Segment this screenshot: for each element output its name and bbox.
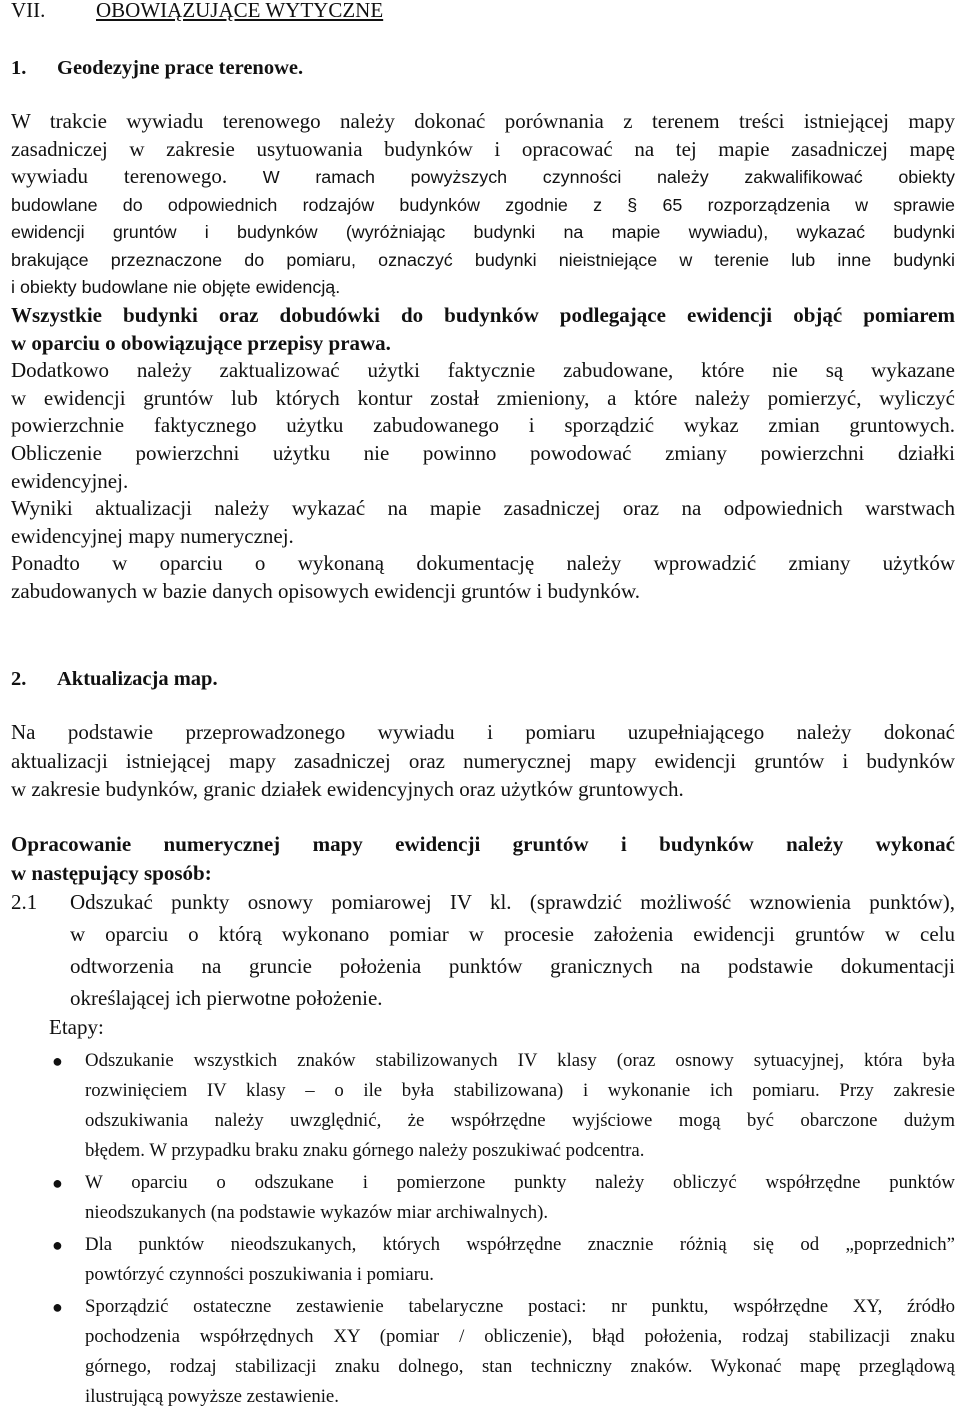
text-line: powtórzyć czynności poszukiwania i pomiaru. bbox=[85, 1264, 434, 1285]
text-line: powierzchnie faktycznego użytku zabudowanego i sporządzić wykaz zmian gruntowych. bbox=[11, 413, 955, 438]
bullet-icon: ● bbox=[52, 1173, 63, 1193]
text-line: brakujące przeznaczone do pomiaru, oznaczyć budynki nieistniejące w terenie lub inne budynki bbox=[11, 249, 955, 270]
text-line: określającej ich pierwotne położenie. bbox=[70, 986, 383, 1010]
text-line: w ewidencji gruntów lub których kontur został zmieniony, a które należy pomierzyć, wyliczyć bbox=[11, 385, 955, 410]
text-line: zasadniczej w zakresie usytuowania budynków i opracować na tej mapie zasadniczej mapę bbox=[11, 136, 955, 161]
text-line: Ponadto w oparciu o wykonaną dokumentację należy wprowadzić zmiany użytków bbox=[11, 551, 955, 576]
section-title: OBOWIĄZUJĄCE WYTYCZNE bbox=[96, 0, 384, 22]
text-line: Odszukanie wszystkich znaków stabilizowanych IV klasy (oraz osnowy sytuacyjnej, która była bbox=[85, 1050, 955, 1071]
text-run-sans: W ramach powyższych czynności należy zakwalifikować obiekty bbox=[227, 167, 955, 188]
item-number: 2.1 bbox=[11, 890, 38, 914]
list-item bbox=[11, 1292, 955, 1412]
text-line: w następujący sposób: bbox=[11, 861, 212, 885]
text-line: w oparciu o którą wykonano pomiar w procesie założenia ewidencji gruntów w celu bbox=[70, 922, 955, 946]
text-line: aktualizacji istniejącej mapy zasadniczej oraz numerycznej mapy ewidencji gruntów i budynków bbox=[11, 748, 955, 773]
heading-geodetic-fieldwork bbox=[11, 53, 303, 83]
text-line: Opracowanie numerycznej mapy ewidencji gruntów i budynków należy wykonać bbox=[11, 832, 955, 856]
section-number: VII. bbox=[11, 0, 46, 22]
numbered-item-2-1 bbox=[11, 886, 955, 1014]
text-line: zabudowanych w bazie danych opisowych ewidencji gruntów i budynków. bbox=[11, 579, 641, 603]
text-line: ewidencyjnej. bbox=[11, 468, 129, 493]
text-line: Obliczenie powierzchni użytku nie powinno powodować zmiany powierzchni działki bbox=[11, 441, 955, 466]
bullet-icon: ● bbox=[52, 1051, 63, 1071]
heading-title: Aktualizacja map. bbox=[57, 668, 218, 690]
list-item bbox=[11, 1046, 955, 1166]
text-line: błędem. W przypadku braku znaku górnego należy poszukiwać podcentra. bbox=[85, 1140, 645, 1161]
text-line: ewidencyjnej mapy numerycznej. bbox=[11, 523, 294, 548]
paragraph-method bbox=[11, 830, 955, 888]
list-item bbox=[11, 1230, 955, 1290]
text-line: górnego, rodzaj stabilizacji znaku dolnego, stan techniczny znaków. Wykonać mapę przeglądową bbox=[85, 1356, 955, 1377]
text-line: Odszukać punkty osnowy pomiarowej IV kl. (sprawdzić możliwość wznowienia punktów), bbox=[70, 890, 955, 914]
heading-number: 2. bbox=[11, 668, 27, 690]
text-line: pochodzenia współrzędnych XY (pomiar / obliczenie), błąd położenia, rodzaj stabilizacji znaku bbox=[85, 1326, 955, 1347]
text-run-serif: wywiadu terenowego. bbox=[11, 164, 228, 189]
text-line: Dla punktów nieodszukanych, których współrzędne znacznie różnią się od „poprzednich” bbox=[85, 1234, 955, 1255]
text-line: ilustrującą powyższe zestawienie. bbox=[85, 1386, 339, 1407]
text-line: budowlane do odpowiednich rodzajów budynków zgodnie z § 65 rozporządzenia w sprawie bbox=[11, 194, 955, 215]
text-line: Sporządzić ostateczne zestawienie tabelaryczne postaci: nr punktu, współrzędne XY, źródło bbox=[85, 1296, 955, 1317]
list-item bbox=[11, 1168, 955, 1228]
text-line: odtworzenia na gruncie położenia punktów granicznych na podstawie dokumentacji bbox=[70, 954, 955, 978]
heading-map-update bbox=[11, 664, 218, 694]
stages-bullet-list bbox=[11, 1046, 955, 1414]
text-line: Wszystkie budynki oraz dobudówki do budynków podlegające ewidencji objąć pomiarem bbox=[11, 303, 955, 328]
text-line: rozwinięciem IV klasy – o ile była stabilizowana) i wykonanie ich pomiaru. Przy zakresie bbox=[85, 1080, 955, 1101]
stages-label: Etapy: bbox=[49, 1015, 104, 1039]
bullet-icon: ● bbox=[52, 1297, 63, 1317]
bullet-icon: ● bbox=[52, 1235, 63, 1255]
text-line: i obiekty budowlane nie objęte ewidencją. bbox=[11, 277, 341, 298]
text-line: w oparciu o obowiązujące przepisy prawa. bbox=[11, 330, 391, 355]
text-line: Na podstawie przeprowadzonego wywiadu i pomiaru uzupełniającego należy dokonać bbox=[11, 720, 955, 744]
paragraph-map-update bbox=[11, 718, 955, 804]
text-line: W trakcie wywiadu terenowego należy dokonać porównania z terenem treści istniejącej mapy bbox=[11, 109, 955, 133]
paragraph-fieldwork bbox=[11, 108, 955, 606]
text-line: w zakresie budynków, granic działek ewidencyjnych oraz użytków gruntowych. bbox=[11, 777, 684, 801]
text-line: W oparciu o odszukane i pomierzone punkty należy obliczyć współrzędne punktów bbox=[85, 1172, 955, 1193]
text-line: Wyniki aktualizacji należy wykazać na mapie zasadniczej oraz na odpowiednich warstwach bbox=[11, 496, 955, 521]
text-line: nieodszukanych (na podstawie wykazów miar archiwalnych). bbox=[85, 1202, 549, 1223]
text-line: odszukiwania należy uwzględnić, że współrzędne wyjściowe mogą być obarczone dużym bbox=[85, 1110, 955, 1131]
text-line: ewidencji gruntów i budynków (wyróżniając budynki na mapie wywiadu), wykazać budynki bbox=[11, 222, 955, 243]
text-line: Dodatkowo należy zaktualizować użytki faktycznie zabudowane, które nie są wykazane bbox=[11, 358, 955, 383]
heading-number: 1. bbox=[11, 57, 27, 79]
heading-title: Geodezyjne prace terenowe. bbox=[57, 57, 304, 79]
section-heading bbox=[11, 0, 431, 25]
text-line bbox=[11, 163, 955, 192]
